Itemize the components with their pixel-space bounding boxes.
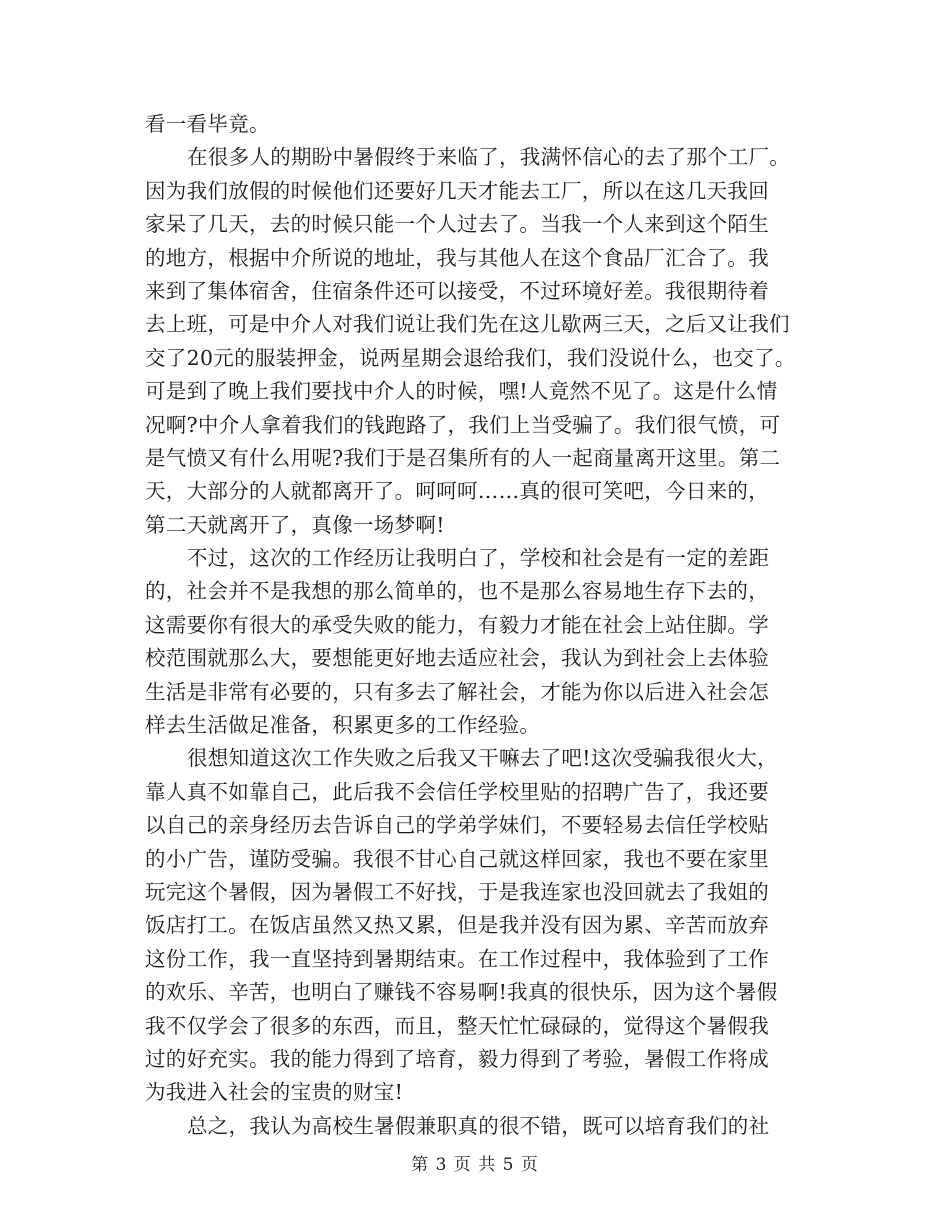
text-line: 交了20元的服装押金，说两星期会退给我们，我们没说什么，也交了。 [145, 345, 796, 370]
text-line: 为我进入社会的宝贵的财宝! [145, 1080, 404, 1105]
text-line: 生活是非常有必要的，只有多去了解社会，才能为你以后进入社会怎 [145, 679, 769, 704]
text-line: 这需要你有很大的承受失败的能力，有毅力才能在社会上站住脚。学 [145, 612, 769, 637]
text-line: 是气愤又有什么用呢?我们于是召集所有的人一起商量离开这里。第二 [145, 445, 781, 470]
text-line: 总之，我认为高校生暑假兼职真的很不错，既可以培育我们的社 [187, 1113, 770, 1138]
text-line: 来到了集体宿舍，住宿条件还可以接受，不过环境好差。我很期待着 [145, 278, 769, 303]
text-line: 可是到了晚上我们要找中介人的时候，嘿!人竟然不见了。这是什么情 [145, 379, 778, 404]
text-line: 况啊?中介人拿着我们的钱跑路了，我们上当受骗了。我们很气愤，可 [145, 412, 781, 437]
text-line: 天，大部分的人就都离开了。呵呵呵……真的很可笑吧，今日来的， [145, 479, 769, 504]
text-line: 样去生活做足准备，积累更多的工作经验。 [145, 713, 541, 738]
page-footer: 第 3 页 共 5 页 [411, 1155, 539, 1175]
text-line: 的，社会并不是我想的那么简单的，也不是那么容易地生存下去的， [145, 579, 769, 604]
text-line: 的地方，根据中介所说的地址，我与其他人在这个食品厂汇合了。我 [145, 245, 769, 270]
text-line: 的欢乐、辛苦，也明白了赚钱不容易啊!我真的很快乐，因为这个暑假 [145, 980, 778, 1005]
text-line: 在很多人的期盼中暑假终于来临了，我满怀信心的去了那个工厂。 [187, 145, 791, 170]
text-line: 不过，这次的工作经历让我明白了，学校和社会是有一定的差距 [187, 546, 770, 571]
text-line: 第二天就离开了，真像一场梦啊! [145, 512, 445, 537]
body-text [145, 108, 805, 1143]
text-line: 以自己的亲身经历去告诉自己的学弟学妹们，不要轻易去信任学校贴 [145, 813, 769, 838]
text-line: 靠人真不如靠自己，此后我不会信任学校里贴的招聘广告了，我还要 [145, 779, 769, 804]
text-line: 我不仅学会了很多的东西，而且，整天忙忙碌碌的，觉得这个暑假我 [145, 1013, 769, 1038]
text-line: 家呆了几天，去的时候只能一个人过去了。当我一个人来到这个陌生 [145, 212, 769, 237]
text-line: 玩完这个暑假，因为暑假工不好找，于是我连家也没回就去了我姐的 [145, 879, 769, 904]
text-line: 饭店打工。在饭店虽然又热又累，但是我并没有因为累、辛苦而放弃 [145, 913, 769, 938]
text-line: 去上班，可是中介人对我们说让我们先在这儿歇两三天，之后又让我们 [145, 312, 790, 337]
text-line: 校范围就那么大，要想能更好地去适应社会，我认为到社会上去体验 [145, 646, 769, 671]
text-line: 的小广告，谨防受骗。我很不甘心自己就这样回家，我也不要在家里 [145, 846, 769, 871]
text-line: 因为我们放假的时候他们还要好几天才能去工厂，所以在这几天我回 [145, 178, 769, 203]
text-line: 过的好充实。我的能力得到了培育，毅力得到了考验，暑假工作将成 [145, 1046, 769, 1071]
text-line: 这份工作，我一直坚持到暑期结束。在工作过程中，我体验到了工作 [145, 946, 769, 971]
text-line: 很想知道这次工作失败之后我又干嘛去了吧!这次受骗我很火大， [187, 746, 778, 771]
text-line: 看一看毕竟。 [145, 112, 270, 136]
